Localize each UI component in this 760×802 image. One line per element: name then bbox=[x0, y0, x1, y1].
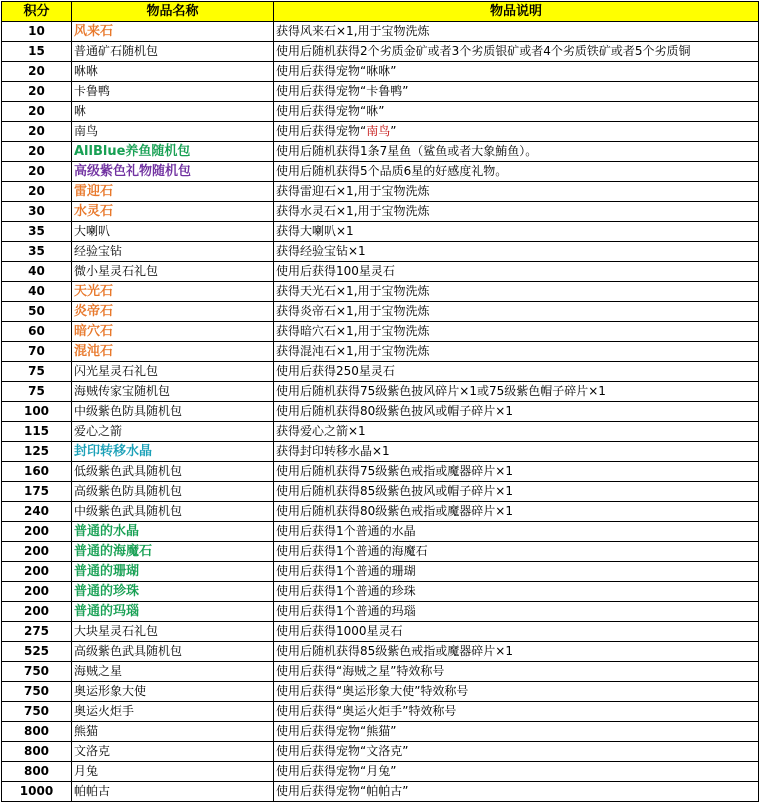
points-cell: 20 bbox=[2, 82, 72, 102]
table-row bbox=[2, 62, 759, 82]
desc-text-tail: ” bbox=[390, 124, 397, 138]
points-cell: 75 bbox=[2, 382, 72, 402]
table-row bbox=[2, 702, 759, 722]
table-row bbox=[2, 482, 759, 502]
item-desc-cell: 使用后获得100星灵石 bbox=[274, 262, 759, 282]
item-name-cell: 卡鲁鸭 bbox=[72, 82, 274, 102]
item-desc-cell: 获得封印转移水晶×1 bbox=[274, 442, 759, 462]
item-desc-cell: 获得炎帝石×1,用于宝物洗炼 bbox=[274, 302, 759, 322]
points-cell: 750 bbox=[2, 662, 72, 682]
table-row bbox=[2, 182, 759, 202]
item-name-cell: 雷迎石 bbox=[72, 182, 274, 202]
item-name-cell: 微小星灵石礼包 bbox=[72, 262, 274, 282]
table-row bbox=[2, 462, 759, 482]
item-name-cell: 普通的水晶 bbox=[72, 522, 274, 542]
item-name-cell: 暗穴石 bbox=[72, 322, 274, 342]
item-desc-cell: 获得雷迎石×1,用于宝物洗炼 bbox=[274, 182, 759, 202]
item-desc-cell: 使用后随机获得2个劣质金矿或者3个劣质银矿或者4个劣质铁矿或者5个劣质铜 bbox=[274, 42, 759, 62]
table-row bbox=[2, 742, 759, 762]
table-row bbox=[2, 602, 759, 622]
item-desc-cell: 使用后获得宠物“咻咻” bbox=[274, 62, 759, 82]
points-cell: 800 bbox=[2, 742, 72, 762]
table-row bbox=[2, 442, 759, 462]
item-name-cell: 咻咻 bbox=[72, 62, 274, 82]
item-desc-cell: 使用后获得宠物“帕帕古” bbox=[274, 782, 759, 802]
item-name-cell: 炎帝石 bbox=[72, 302, 274, 322]
header-item-name: 物品名称 bbox=[72, 2, 274, 22]
item-name-cell: 混沌石 bbox=[72, 342, 274, 362]
table-row bbox=[2, 122, 759, 142]
item-desc-cell: 使用后获得宠物“咻” bbox=[274, 102, 759, 122]
item-desc-cell: 使用后获得宠物“卡鲁鸭” bbox=[274, 82, 759, 102]
table-row bbox=[2, 342, 759, 362]
table-row bbox=[2, 662, 759, 682]
points-cell: 20 bbox=[2, 102, 72, 122]
points-cell: 100 bbox=[2, 402, 72, 422]
table-row bbox=[2, 302, 759, 322]
points-cell: 1000 bbox=[2, 782, 72, 802]
table-row bbox=[2, 362, 759, 382]
item-desc-cell: 使用后随机获得75级紫色披风碎片×1或75级紫色帽子碎片×1 bbox=[274, 382, 759, 402]
item-desc-cell: 使用后获得1个普通的水晶 bbox=[274, 522, 759, 542]
item-desc-cell: 使用后随机获得5个品质6星的好感度礼物。 bbox=[274, 162, 759, 182]
item-desc-cell: 使用后获得1个普通的珍珠 bbox=[274, 582, 759, 602]
table-row bbox=[2, 142, 759, 162]
points-cell: 35 bbox=[2, 242, 72, 262]
table-row bbox=[2, 322, 759, 342]
item-desc-cell: 使用后随机获得85级紫色戒指或魔器碎片×1 bbox=[274, 642, 759, 662]
points-cell: 160 bbox=[2, 462, 72, 482]
table-row bbox=[2, 542, 759, 562]
points-cell: 525 bbox=[2, 642, 72, 662]
table-row bbox=[2, 762, 759, 782]
item-desc-cell: 获得水灵石×1,用于宝物洗炼 bbox=[274, 202, 759, 222]
points-cell: 15 bbox=[2, 42, 72, 62]
table-row bbox=[2, 422, 759, 442]
table-row bbox=[2, 522, 759, 542]
points-cell: 20 bbox=[2, 142, 72, 162]
points-cell: 40 bbox=[2, 282, 72, 302]
points-cell: 200 bbox=[2, 602, 72, 622]
points-cell: 40 bbox=[2, 262, 72, 282]
item-name-cell: 爱心之箭 bbox=[72, 422, 274, 442]
item-name-cell: 天光石 bbox=[72, 282, 274, 302]
points-cell: 20 bbox=[2, 62, 72, 82]
points-cell: 125 bbox=[2, 442, 72, 462]
item-desc-cell: 使用后获得1个普通的玛瑙 bbox=[274, 602, 759, 622]
points-cell: 800 bbox=[2, 762, 72, 782]
table-row bbox=[2, 562, 759, 582]
item-desc-cell: 使用后随机获得1条7星鱼（鲨鱼或者大象鮪鱼）。 bbox=[274, 142, 759, 162]
item-name-cell: 经验宝钻 bbox=[72, 242, 274, 262]
item-name-cell: 咻 bbox=[72, 102, 274, 122]
item-desc-cell: 使用后随机获得85级紫色披风或帽子碎片×1 bbox=[274, 482, 759, 502]
item-desc-cell: 使用后获得250星灵石 bbox=[274, 362, 759, 382]
item-name-cell: 熊猫 bbox=[72, 722, 274, 742]
points-cell: 200 bbox=[2, 522, 72, 542]
table-row bbox=[2, 282, 759, 302]
item-desc-cell: 使用后随机获得80级紫色戒指或魔器碎片×1 bbox=[274, 502, 759, 522]
item-name-cell: 高级紫色防具随机包 bbox=[72, 482, 274, 502]
item-desc-cell: 使用后获得1个普通的海魔石 bbox=[274, 542, 759, 562]
item-name-cell: 低级紫色武具随机包 bbox=[72, 462, 274, 482]
item-desc-cell: 获得经验宝钻×1 bbox=[274, 242, 759, 262]
table-body bbox=[2, 22, 759, 802]
item-name-cell: 大喇叭 bbox=[72, 222, 274, 242]
item-name-cell: 闪光星灵石礼包 bbox=[72, 362, 274, 382]
item-name-cell: 高级紫色武具随机包 bbox=[72, 642, 274, 662]
item-name-cell: 帕帕古 bbox=[72, 782, 274, 802]
item-desc-cell bbox=[274, 122, 759, 142]
header-item-desc: 物品说明 bbox=[274, 2, 759, 22]
header-row bbox=[2, 2, 759, 22]
points-cell: 20 bbox=[2, 182, 72, 202]
points-cell: 200 bbox=[2, 562, 72, 582]
table-row bbox=[2, 262, 759, 282]
item-name-cell: 普通的珍珠 bbox=[72, 582, 274, 602]
item-desc-cell: 使用后随机获得80级紫色披风或帽子碎片×1 bbox=[274, 402, 759, 422]
points-cell: 200 bbox=[2, 582, 72, 602]
table-row bbox=[2, 402, 759, 422]
item-name-cell: 奥运火炬手 bbox=[72, 702, 274, 722]
item-desc-cell: 使用后获得“奥运火炬手”特效称号 bbox=[274, 702, 759, 722]
table-row bbox=[2, 202, 759, 222]
item-name-cell: 南鸟 bbox=[72, 122, 274, 142]
item-name-cell: 海贼传家宝随机包 bbox=[72, 382, 274, 402]
table-row bbox=[2, 722, 759, 742]
table-row bbox=[2, 642, 759, 662]
points-exchange-table bbox=[1, 1, 759, 802]
points-cell: 115 bbox=[2, 422, 72, 442]
item-desc-cell: 获得风来石×1,用于宝物洗炼 bbox=[274, 22, 759, 42]
header-points: 积分 bbox=[2, 2, 72, 22]
item-name-cell: 风来石 bbox=[72, 22, 274, 42]
item-desc-cell: 使用后获得宠物“熊猫” bbox=[274, 722, 759, 742]
desc-highlight: 南鸟 bbox=[366, 124, 391, 138]
points-cell: 200 bbox=[2, 542, 72, 562]
table-row bbox=[2, 222, 759, 242]
points-cell: 20 bbox=[2, 122, 72, 142]
points-cell: 50 bbox=[2, 302, 72, 322]
item-name-cell: 普通矿石随机包 bbox=[72, 42, 274, 62]
table-row bbox=[2, 102, 759, 122]
table-row bbox=[2, 82, 759, 102]
item-name-cell: 月兔 bbox=[72, 762, 274, 782]
item-desc-cell: 使用后获得宠物“月兔” bbox=[274, 762, 759, 782]
item-desc-cell: 获得暗穴石×1,用于宝物洗炼 bbox=[274, 322, 759, 342]
table-row bbox=[2, 162, 759, 182]
item-desc-cell: 使用后获得1000星灵石 bbox=[274, 622, 759, 642]
item-desc-cell: 获得天光石×1,用于宝物洗炼 bbox=[274, 282, 759, 302]
table-row bbox=[2, 22, 759, 42]
item-name-cell: 文洛克 bbox=[72, 742, 274, 762]
points-cell: 175 bbox=[2, 482, 72, 502]
item-name-cell: AllBlue养鱼随机包 bbox=[72, 142, 274, 162]
item-name-cell: 普通的珊瑚 bbox=[72, 562, 274, 582]
points-cell: 30 bbox=[2, 202, 72, 222]
table-row bbox=[2, 682, 759, 702]
table-row bbox=[2, 622, 759, 642]
item-desc-cell: 获得爱心之箭×1 bbox=[274, 422, 759, 442]
table-row bbox=[2, 502, 759, 522]
points-cell: 275 bbox=[2, 622, 72, 642]
item-name-cell: 中级紫色防具随机包 bbox=[72, 402, 274, 422]
points-cell: 20 bbox=[2, 162, 72, 182]
points-cell: 240 bbox=[2, 502, 72, 522]
points-cell: 70 bbox=[2, 342, 72, 362]
item-name-cell: 中级紫色武具随机包 bbox=[72, 502, 274, 522]
table-row bbox=[2, 582, 759, 602]
points-cell: 800 bbox=[2, 722, 72, 742]
item-name-cell: 大块星灵石礼包 bbox=[72, 622, 274, 642]
points-cell: 60 bbox=[2, 322, 72, 342]
item-desc-cell: 使用后获得“海贼之星”特效称号 bbox=[274, 662, 759, 682]
points-cell: 750 bbox=[2, 702, 72, 722]
item-desc-cell: 获得混沌石×1,用于宝物洗炼 bbox=[274, 342, 759, 362]
item-name-cell: 奥运形象大使 bbox=[72, 682, 274, 702]
item-desc-cell: 使用后获得1个普通的珊瑚 bbox=[274, 562, 759, 582]
item-desc-cell: 使用后获得宠物“文洛克” bbox=[274, 742, 759, 762]
points-cell: 10 bbox=[2, 22, 72, 42]
desc-text: 使用后获得宠物“ bbox=[276, 124, 367, 138]
item-name-cell: 普通的海魔石 bbox=[72, 542, 274, 562]
item-desc-cell: 使用后随机获得75级紫色戒指或魔器碎片×1 bbox=[274, 462, 759, 482]
points-cell: 35 bbox=[2, 222, 72, 242]
table-row bbox=[2, 242, 759, 262]
table-row bbox=[2, 382, 759, 402]
points-cell: 750 bbox=[2, 682, 72, 702]
item-name-cell: 普通的玛瑙 bbox=[72, 602, 274, 622]
points-cell: 75 bbox=[2, 362, 72, 382]
item-desc-cell: 获得大喇叭×1 bbox=[274, 222, 759, 242]
item-name-cell: 海贼之星 bbox=[72, 662, 274, 682]
item-name-cell: 高级紫色礼物随机包 bbox=[72, 162, 274, 182]
table-row bbox=[2, 42, 759, 62]
table-row bbox=[2, 782, 759, 802]
item-desc-cell: 使用后获得“奥运形象大使”特效称号 bbox=[274, 682, 759, 702]
item-name-cell: 水灵石 bbox=[72, 202, 274, 222]
item-name-cell: 封印转移水晶 bbox=[72, 442, 274, 462]
